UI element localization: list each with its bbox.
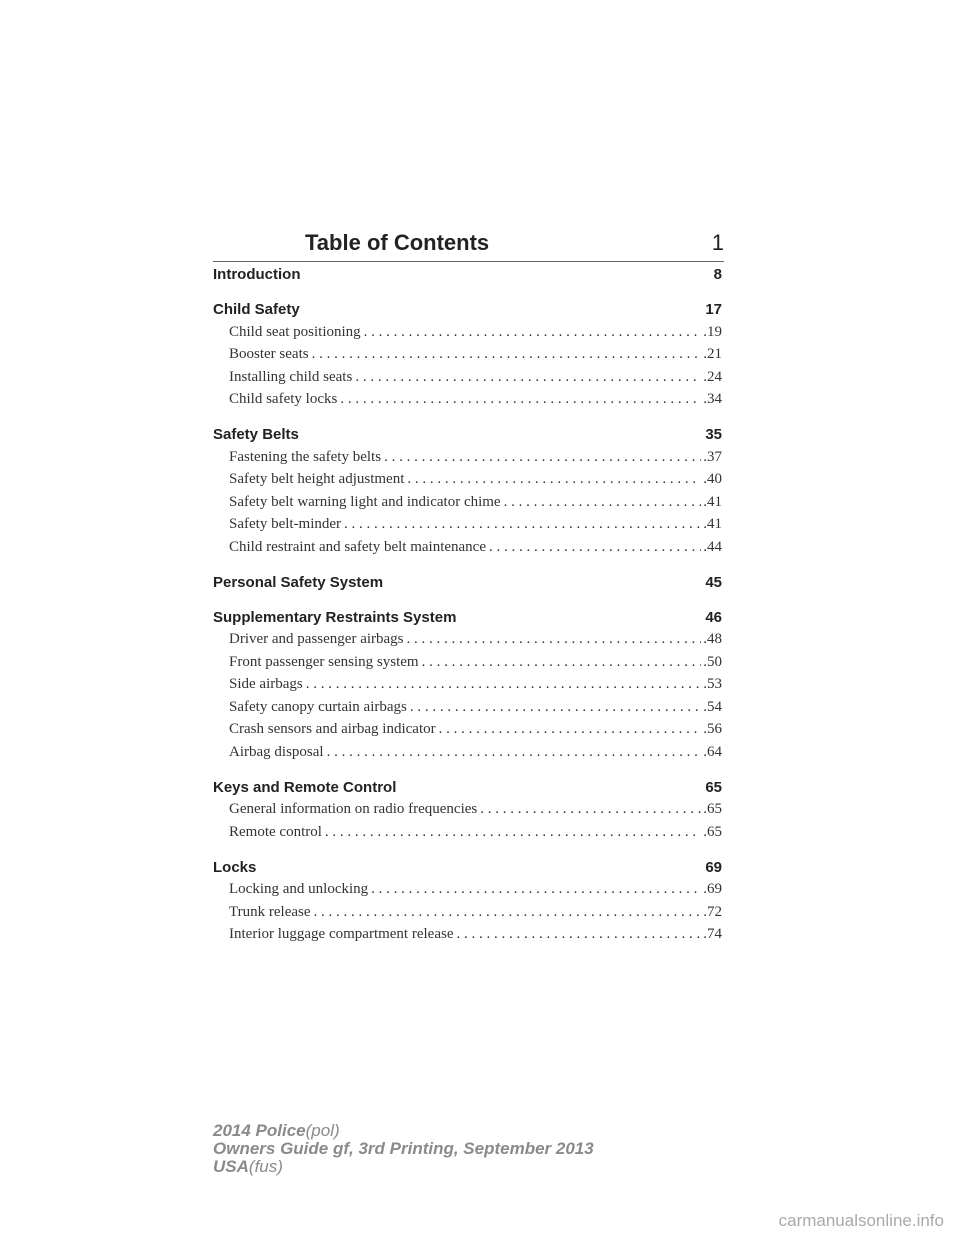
toc-entry-label: Driver and passenger airbags xyxy=(229,631,404,647)
toc-entry[interactable] xyxy=(213,721,722,743)
toc-entry-page: .37 xyxy=(703,448,722,465)
toc-entry-page: .19 xyxy=(703,323,722,340)
toc-entry-label: General information on radio frequencies xyxy=(229,801,478,817)
dot-leader xyxy=(486,539,701,556)
toc-entry-label: Locking and unlocking xyxy=(229,881,369,897)
dot-leader xyxy=(341,516,701,533)
dot-leader xyxy=(381,449,701,466)
toc-entry[interactable] xyxy=(213,926,722,948)
footer-vehicle-code: (pol) xyxy=(305,1121,340,1140)
dot-leader xyxy=(361,324,702,341)
toc-entry-label: Front passenger sensing system xyxy=(229,653,419,670)
dot-leader xyxy=(352,369,701,386)
dot-leader xyxy=(453,926,701,943)
dot-leader xyxy=(337,391,701,408)
toc-section-page: 46 xyxy=(705,608,722,626)
toc-entry-page: .34 xyxy=(703,391,722,407)
toc-entry-label: Child safety locks xyxy=(229,391,338,407)
toc-entry[interactable] xyxy=(213,881,722,903)
toc-section-title: Locks xyxy=(213,858,257,876)
dot-leader xyxy=(322,824,701,841)
toc-section-title: Child Safety xyxy=(213,301,300,318)
toc-section-page: 65 xyxy=(705,778,722,796)
toc-entry-label: Interior luggage compartment release xyxy=(229,926,454,942)
toc-section-page: 45 xyxy=(705,573,722,591)
toc-entry-page: .40 xyxy=(703,471,722,487)
toc-entry-page: .41 xyxy=(703,493,722,510)
dot-leader xyxy=(309,346,702,363)
dot-leader xyxy=(324,744,702,761)
dot-leader xyxy=(368,881,701,898)
toc-section[interactable] xyxy=(213,859,722,881)
footer-guide-info: Owners Guide gf, 3rd Printing, September 2013 xyxy=(213,1139,594,1158)
dot-leader xyxy=(404,471,701,488)
toc-entry-page: .64 xyxy=(703,743,722,760)
toc-entry-label: Safety belt warning light and indicator chime xyxy=(229,493,501,510)
footer-market: USA xyxy=(213,1157,249,1176)
page-number: 1 xyxy=(711,230,724,255)
toc-section[interactable] xyxy=(213,779,722,801)
toc-entry-page: .65 xyxy=(703,801,722,817)
dot-leader xyxy=(407,699,701,716)
toc-entry-label: Crash sensors and airbag indicator xyxy=(229,721,436,737)
toc-entry[interactable] xyxy=(213,631,722,653)
toc-section[interactable] xyxy=(213,609,722,631)
toc-entry[interactable] xyxy=(213,369,722,391)
toc-entry[interactable] xyxy=(213,346,722,368)
toc-entry-page: .56 xyxy=(703,721,722,737)
toc-entry[interactable] xyxy=(213,824,722,846)
dot-leader xyxy=(419,654,702,671)
toc-entry-label: Remote control xyxy=(229,823,322,840)
toc-entry-page: .50 xyxy=(703,653,722,670)
dot-leader xyxy=(477,801,701,818)
toc-entry-label: Airbag disposal xyxy=(229,743,324,760)
toc-entry[interactable] xyxy=(213,324,722,346)
toc-section[interactable] xyxy=(213,574,722,596)
toc-entry-label: Installing child seats xyxy=(229,368,353,385)
toc-entry-label: Safety belt-minder xyxy=(229,516,342,532)
toc-section-title: Keys and Remote Control xyxy=(213,778,397,796)
footer-vehicle: 2014 Police xyxy=(213,1121,306,1140)
toc-entry-page: .53 xyxy=(703,676,722,692)
toc-section-title: Introduction xyxy=(213,266,301,283)
toc-entry[interactable] xyxy=(213,699,722,721)
toc-entry-label: Safety canopy curtain airbags xyxy=(229,698,407,715)
toc-entry-page: .41 xyxy=(703,516,722,532)
toc-entry[interactable] xyxy=(213,654,722,676)
toc-section[interactable] xyxy=(213,426,722,448)
toc-entry[interactable] xyxy=(213,539,722,561)
dot-leader xyxy=(311,904,702,921)
dot-leader xyxy=(404,631,702,648)
toc-entry-page: .69 xyxy=(703,881,722,897)
footer-line-3 xyxy=(213,1158,594,1176)
toc-entry[interactable] xyxy=(213,449,722,471)
toc-section-page: 17 xyxy=(705,301,722,318)
dot-leader xyxy=(303,676,702,693)
toc-section-page: 8 xyxy=(713,266,722,283)
footer-line-1 xyxy=(213,1122,594,1140)
toc-entry-label: Fastening the safety belts xyxy=(229,448,382,465)
toc-entry-label: Trunk release xyxy=(229,903,311,920)
toc-entry[interactable] xyxy=(213,904,722,926)
toc-entry[interactable] xyxy=(213,676,722,698)
toc-entry-label: Child seat positioning xyxy=(229,323,361,340)
watermark: carmanualsonline.info xyxy=(778,1211,944,1230)
toc-entry-label: Side airbags xyxy=(229,676,303,692)
page-title: Table of Contents xyxy=(305,230,490,255)
toc-entry-page: .54 xyxy=(703,698,722,715)
toc-section-title: Supplementary Restraints System xyxy=(213,608,457,626)
toc-section-page: 35 xyxy=(705,426,722,443)
toc-entry[interactable] xyxy=(213,471,722,493)
toc-entry[interactable] xyxy=(213,391,722,413)
toc-entry-page: .44 xyxy=(703,538,722,555)
toc-entry[interactable] xyxy=(213,516,722,538)
toc-entry-page: .72 xyxy=(703,903,722,920)
toc-entry[interactable] xyxy=(213,744,722,766)
toc-entry-page: .65 xyxy=(703,823,722,840)
toc-section[interactable] xyxy=(213,301,722,323)
toc-section-title: Personal Safety System xyxy=(213,573,384,591)
toc-section-page: 69 xyxy=(705,858,722,876)
toc-entry[interactable] xyxy=(213,801,722,823)
page-header xyxy=(213,228,724,262)
toc-entry-page: .74 xyxy=(703,926,722,942)
footer-market-code: (fus) xyxy=(248,1157,283,1176)
toc-entry-label: Booster seats xyxy=(229,346,309,362)
toc-entry-page: .48 xyxy=(703,631,722,647)
toc-entry[interactable] xyxy=(213,494,722,516)
toc-section[interactable] xyxy=(213,266,722,288)
toc-entry-page: .21 xyxy=(703,346,722,362)
dot-leader xyxy=(436,721,702,738)
table-of-contents xyxy=(213,266,722,948)
document-footer xyxy=(213,1122,594,1176)
toc-entry-page: .24 xyxy=(703,368,722,385)
footer-line-2 xyxy=(213,1140,594,1158)
toc-section-title: Safety Belts xyxy=(213,426,299,443)
toc-entry-label: Safety belt height adjustment xyxy=(229,471,405,487)
dot-leader xyxy=(501,494,702,511)
toc-entry-label: Child restraint and safety belt maintenance xyxy=(229,538,486,555)
